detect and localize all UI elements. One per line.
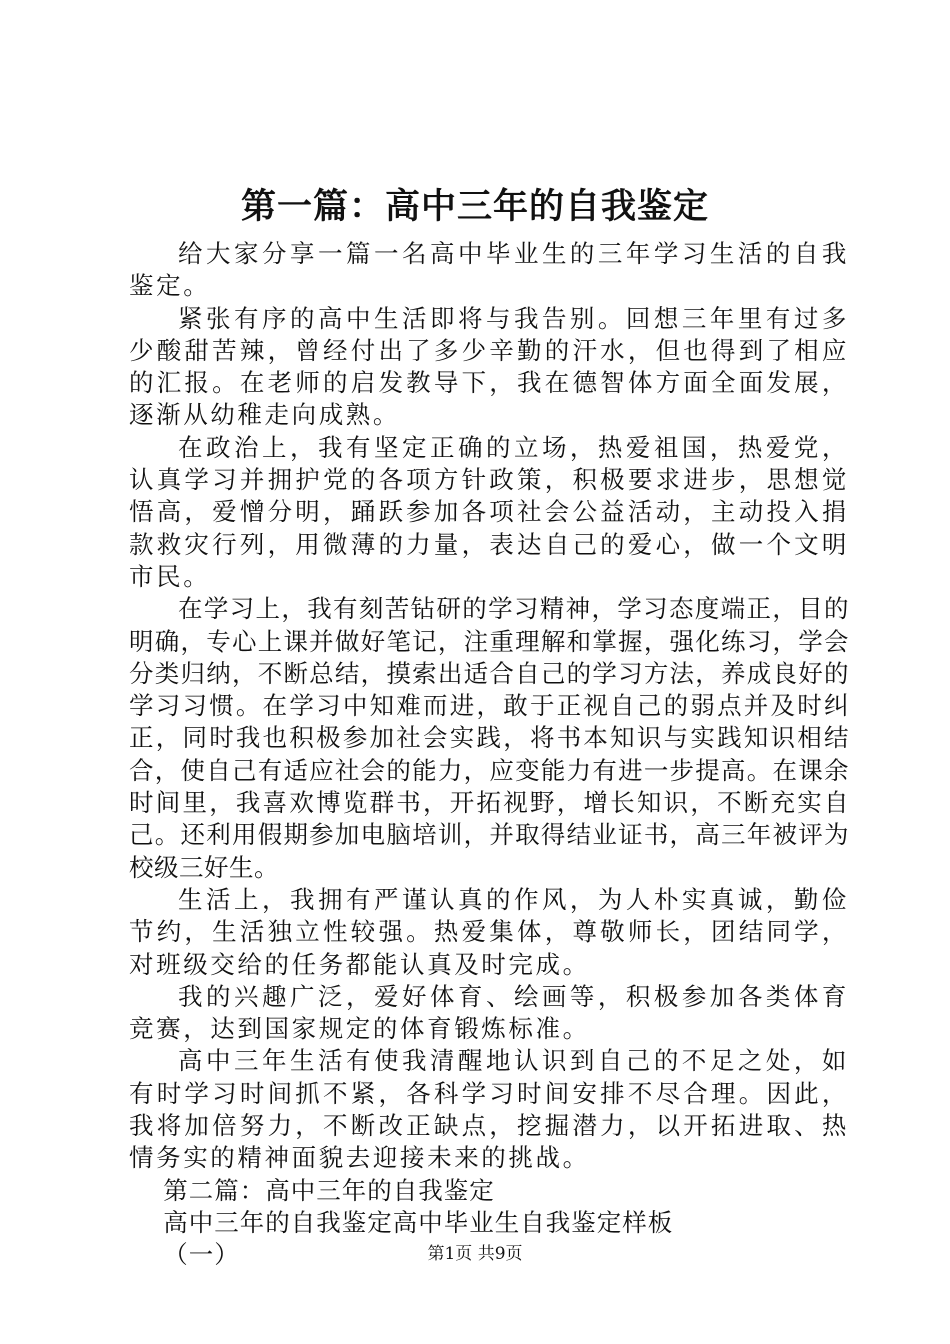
page-footer: 第1页 共9页 [427,1244,523,1264]
section-heading-second: 第二篇：高中三年的自我鉴定 [163,1175,495,1205]
paragraph-politics: 在政治上，我有坚定正确的立场，热爱祖国，热爱党，认真学习并拥护党的各项方针政策，积极要求进步，思想觉悟高，爱憎分明，踊跃参加各项社会公益活动，主动投入捐款救灾行列，用微薄的力量，表达自己的爱心，做一个文明市民。 [129,432,849,591]
document-body [129,238,849,1272]
paragraph-shortcomings: 高中三年生活有使我清醒地认识到自己的不足之处，如有时学习时间抓不紧，各科学习时间安排不尽合理。因此，我将加倍努力，不断改正缺点，挖掘潜力，以开拓进取、热情务实的精神面貌去迎接未来的挑战。 [129,1046,849,1173]
paragraph-study: 在学习上，我有刻苦钻研的学习精神，学习态度端正，目的明确，专心上课并做好笔记，注重理解和掌握，强化练习，学会分类归纳，不断总结，摸索出适合自己的学习方法，养成良好的学习习惯。在学习中知难而进，敢于正视自己的弱点并及时纠正，同时我也积极参加社会实践，将书本知识与实践知识相结合，使自己有适应社会的能力，应变能力有进一步提高。在课余时间里，我喜欢博览群书，开拓视野，增长知识，不断充实自己。还利用假期参加电脑培训，并取得结业证书，高三年被评为校级三好生。 [129,594,849,882]
section-subtitle: 高中三年的自我鉴定高中毕业生自我鉴定样板 [163,1207,674,1237]
paragraph-interests: 我的兴趣广泛，爱好体育、绘画等，积极参加各类体育竞赛，达到国家规定的体育锻炼标准。 [129,981,849,1044]
section-number: （一） [163,1240,240,1270]
paragraph-life: 生活上，我拥有严谨认真的作风，为人朴实真诚，勤俭节约，生活独立性较强。热爱集体，尊敬师长，团结同学，对班级交给的任务都能认真及时完成。 [129,884,849,979]
paragraph-intro: 给大家分享一篇一名高中毕业生的三年学习生活的自我鉴定。 [129,239,849,301]
paragraph-overview: 紧张有序的高中生活即将与我告别。回想三年里有过多少酸甜苦辣，曾经付出了多少辛勤的汗水，但也得到了相应的汇报。在老师的启发教导下，我在德智体方面全面发展，逐渐从幼稚走向成熟。 [129,303,849,430]
document-title: 第一篇：高中三年的自我鉴定 [240,186,709,227]
